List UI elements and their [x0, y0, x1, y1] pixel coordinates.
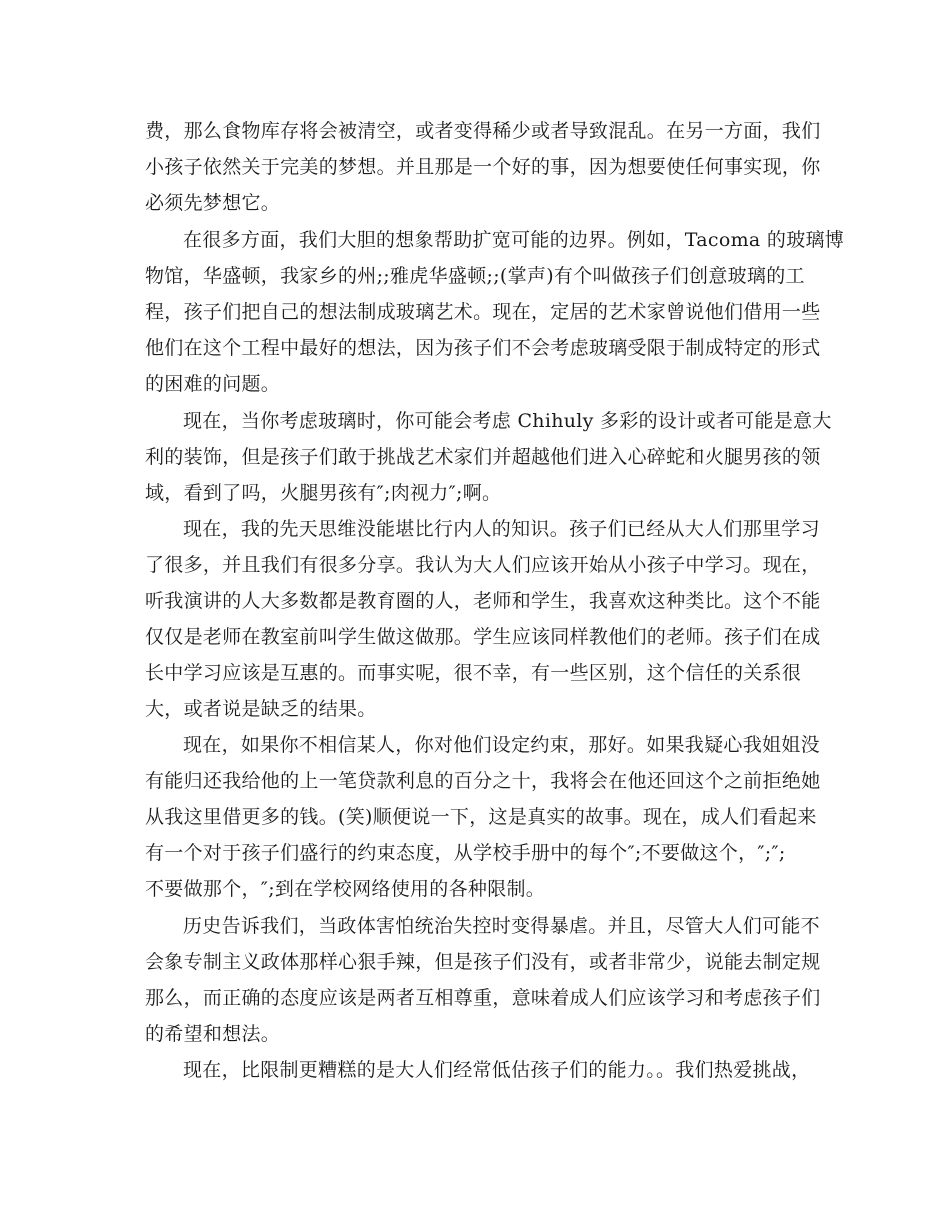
text-line: 那么，而正确的态度应该是两者互相尊重，意味着成人们应该学习和考虑孩子们 [145, 987, 821, 1009]
paragraph-first-line: 在很多方面，我们大胆的想象帮助扩宽可能的边界。例如，Tacoma 的玻璃博 [183, 229, 845, 251]
text-line: 不要做那个，″;到在学校网络使用的各种限制。 [145, 878, 546, 900]
text-line: 大，或者说是缺乏的结果。 [145, 698, 377, 720]
text-line: 费，那么食物库存将会被清空，或者变得稀少或者导致混乱。在另一方面，我们 [145, 120, 821, 142]
text-line: 长中学习应该是互惠的。而事实呢，很不幸，有一些区别，这个信任的关系很 [145, 662, 802, 684]
paragraph-first-line: 现在，如果你不相信某人，你对他们设定约束，那好。如果我疑心我姐姐没 [183, 734, 820, 756]
text-line: 了很多，并且我们有很多分享。我认为大人们应该开始从小孩子中学习。现在， [145, 554, 821, 576]
paragraph-first-line: 现在，比限制更糟糕的是大人们经常低估孩子们的能力。。我们热爱挑战， [183, 1059, 811, 1081]
text-line: 利的装饰，但是孩子们敢于挑战艺术家们并超越他们进入心碎蛇和火腿男孩的领 [145, 446, 821, 468]
text-line: 从我这里借更多的钱。(笑)顺便说一下，这是真实的故事。现在，成人们看起来 [145, 806, 817, 828]
paragraph-first-line: 现在，当你考虑玻璃时，你可能会考虑 Chihuly 多彩的设计或者可能是意大 [183, 410, 832, 432]
text-line: 域，看到了吗，火腿男孩有″;肉视力″;啊。 [145, 482, 502, 504]
text-line: 他们在这个工程中最好的想法，因为孩子们不会考虑玻璃受限于制成特定的形式 [145, 337, 821, 359]
text-line: 有能归还我给他的上一笔贷款利息的百分之十，我将会在他还回这个之前拒绝她 [145, 770, 821, 792]
text-line: 会象专制主义政体那样心狠手辣，但是孩子们没有，或者非常少，说能去制定规 [145, 951, 821, 973]
paragraph-first-line: 现在，我的先天思维没能堪比行内人的知识。孩子们已经从大人们那里学习 [183, 518, 820, 540]
text-line: 仅仅是老师在教室前叫学生做这做那。学生应该同样教他们的老师。孩子们在成 [145, 626, 821, 648]
text-line: 听我演讲的人大多数都是教育圈的人，老师和学生，我喜欢这种类比。这个不能 [145, 590, 821, 612]
text-line: 必须先梦想它。 [145, 192, 281, 214]
text-line: 小孩子依然关于完美的梦想。并且那是一个好的事，因为想要使任何事实现，你 [145, 156, 821, 178]
paragraph-first-line: 历史告诉我们，当政体害怕统治失控时变得暴虐。并且，尽管大人们可能不 [183, 915, 820, 937]
text-line: 有一个对于孩子们盛行的约束态度，从学校手册中的每个″;不要做这个，″;″; [145, 842, 786, 864]
text-line: 的困难的问题。 [145, 373, 281, 395]
text-line: 物馆，华盛顿，我家乡的州;;雅虎华盛顿;;(掌声)有个叫做孩子们创意玻璃的工 [145, 265, 805, 287]
text-line: 的希望和想法。 [145, 1023, 281, 1045]
text-line: 程，孩子们把自己的想法制成玻璃艺术。现在，定居的艺术家曾说他们借用一些 [145, 301, 821, 323]
